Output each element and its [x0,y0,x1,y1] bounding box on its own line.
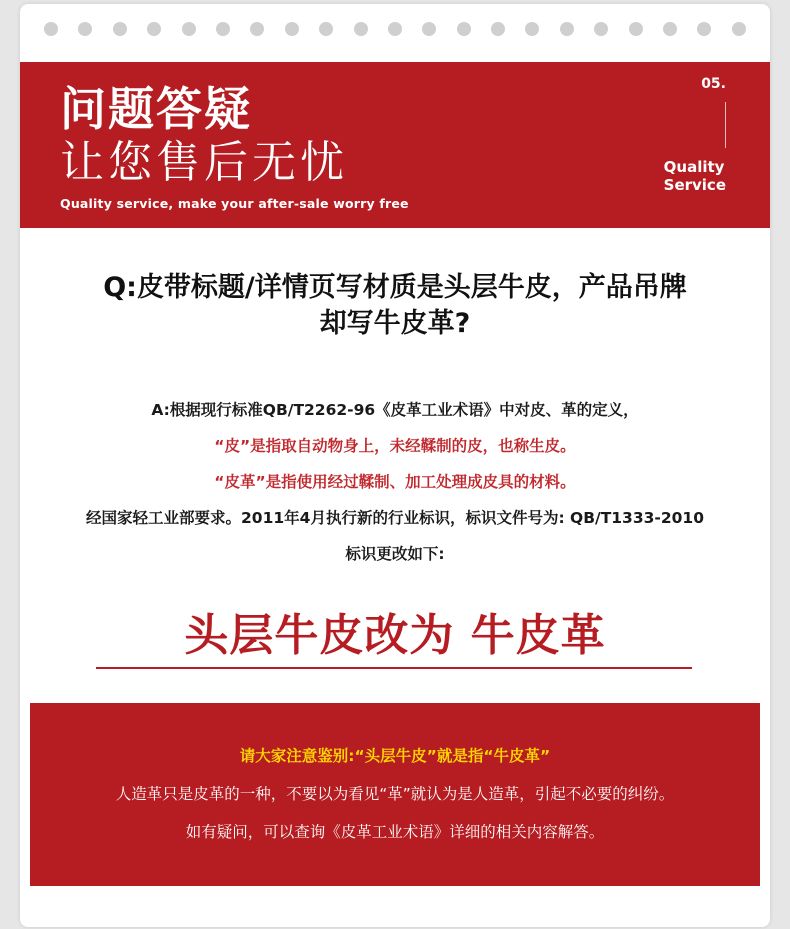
binder-hole [250,22,264,36]
binder-hole [525,22,539,36]
answer-line5: 标识更改如下: [345,545,445,563]
banner-title-main: 问题答疑 [60,82,252,136]
question-line2: 却写牛皮革? [319,308,471,339]
question-heading [20,270,770,342]
binder-hole [594,22,608,36]
highlight-underline [96,667,692,669]
binder-hole [78,22,92,36]
answer-definition-pige: “皮革”是指使用经过鞣制、加工处理成皮具的材料。 [214,473,576,491]
banner-title-sub: 让您售后无忧 [60,137,348,188]
binder-hole [216,22,230,36]
highlight-statement: 头层牛皮改为 牛皮革 [184,610,606,661]
answer-line1: A:根据现行标准QB/T2262-96《皮革工业术语》中对皮、革的定义， [151,401,639,419]
binder-hole [285,22,299,36]
section-number: 05. [701,76,726,92]
answer-line4: 经国家轻工业部要求。2011年4月执行新的行业标识，标识文件号为: QB/T1333-2010 [86,509,704,527]
quality-label-line2: Service [663,176,726,194]
binder-hole [629,22,643,36]
header-banner [20,62,770,228]
answer-block [20,392,770,572]
binder-hole [697,22,711,36]
answer-definition-pi: “皮”是指取自动物身上，未经鞣制的皮，也称生皮。 [214,437,576,455]
binder-holes [20,4,770,54]
document-card [20,4,770,927]
binder-hole [147,22,161,36]
binder-hole [560,22,574,36]
binder-hole [732,22,746,36]
notice-line1: 请大家注意鉴别:“头层牛皮”就是指“牛皮革” [239,747,551,765]
binder-hole [113,22,127,36]
banner-divider [725,102,726,148]
question-line1: Q:皮带标题/详情页写材质是头层牛皮，产品吊牌 [103,272,687,303]
binder-hole [388,22,402,36]
quality-service-label [664,158,726,194]
binder-hole [457,22,471,36]
notice-line2: 人造革只是皮革的一种，不要以为看见“革”就认为是人造革，引起不必要的纠纷。 [115,785,675,803]
notice-box [30,703,760,886]
binder-hole [182,22,196,36]
binder-hole [663,22,677,36]
banner-english-subtitle: Quality service, make your after-sale worry free [60,196,409,211]
binder-hole [491,22,505,36]
binder-hole [354,22,368,36]
binder-hole [44,22,58,36]
binder-hole [319,22,333,36]
notice-line3: 如有疑问，可以查询《皮革工业术语》详细的相关内容解答。 [185,823,605,841]
binder-hole [422,22,436,36]
quality-label-line1: Quality [663,158,725,176]
